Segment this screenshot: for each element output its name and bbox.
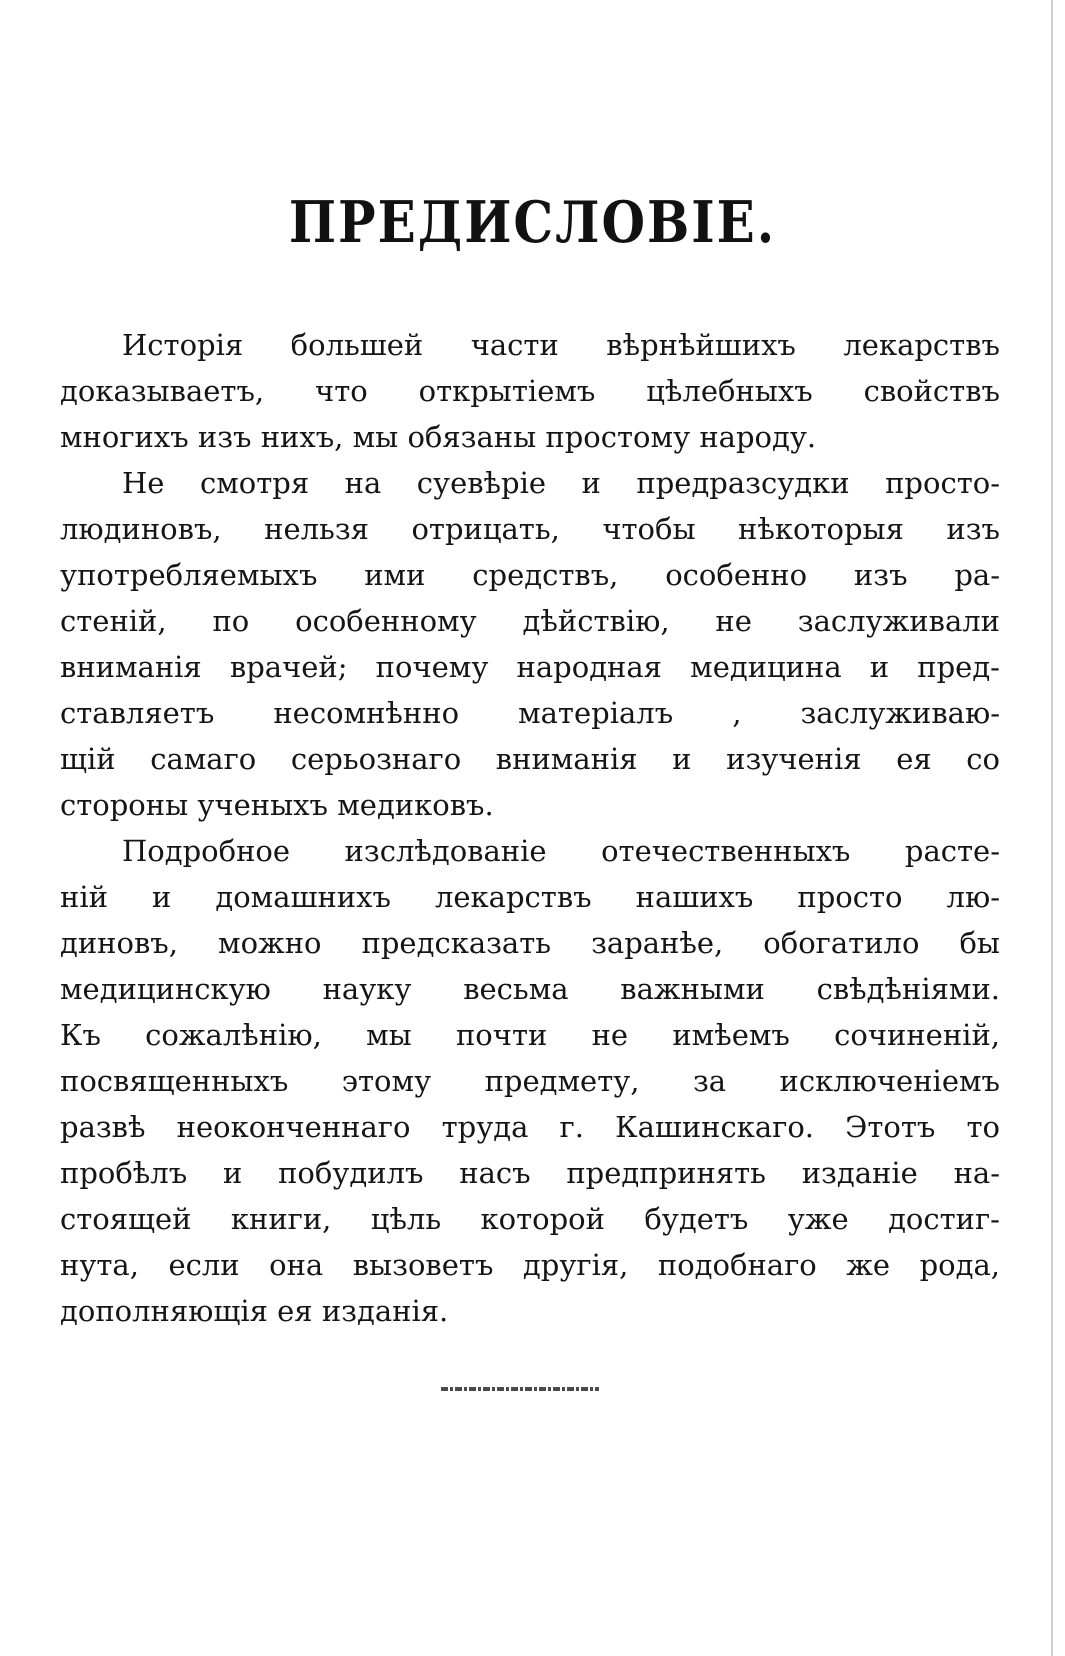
text-line: стоящей книги, цѣль которой будетъ уже достиг- bbox=[60, 1202, 1000, 1236]
page-title: ПРЕДИСЛОВІЕ. bbox=[288, 188, 777, 256]
text-line: дополняющія ея изданія. bbox=[60, 1294, 449, 1328]
text-line: доказываетъ, что открытіемъ цѣлебныхъ свойствъ bbox=[60, 374, 1000, 408]
text-line: Исторія большей части вѣрнѣйшихъ лекарствъ bbox=[122, 328, 1000, 362]
text-line: развѣ неоконченнаго труда г. Кашинскаго. Этотъ то bbox=[60, 1110, 1000, 1144]
text-line: ній и домашнихъ лекарствъ нашихъ просто лю- bbox=[60, 880, 1000, 914]
text-line: ставляетъ несомнѣнно матеріалъ , заслуживаю- bbox=[60, 696, 1000, 730]
text-line: посвященныхъ этому предмету, за исключеніемъ bbox=[60, 1064, 1000, 1098]
text-line: многихъ изъ нихъ, мы обязаны простому народу. bbox=[60, 420, 817, 454]
decorative-rule bbox=[441, 1387, 599, 1391]
text-line: Къ сожалѣнію, мы почти не имѣемъ сочиненій, bbox=[60, 1018, 1000, 1052]
text-line: стеній, по особенному дѣйствію, не заслуживали bbox=[60, 604, 1000, 638]
preface-text bbox=[60, 322, 1000, 1334]
text-line: медицинскую науку весьма важными свѣдѣніями. bbox=[60, 972, 1000, 1006]
text-line: стороны ученыхъ медиковъ. bbox=[60, 788, 494, 822]
text-line: Не смотря на суевѣріе и предразсудки просто- bbox=[122, 466, 1000, 500]
text-line: нута, если она вызоветъ другія, подобнаго же рода, bbox=[60, 1248, 1000, 1282]
text-line: щій самаго серьознаго вниманія и изученія ея со bbox=[60, 742, 1000, 776]
text-line: диновъ, можно предсказать заранѣе, обогатило бы bbox=[60, 926, 1000, 960]
text-line: людиновъ, нельзя отрицать, чтобы нѣкоторыя изъ bbox=[60, 512, 1000, 546]
text-line: Подробное изслѣдованіе отечественныхъ расте- bbox=[122, 834, 1000, 868]
text-line: употребляемыхъ ими средствъ, особенно изъ ра- bbox=[60, 558, 1000, 592]
text-line: пробѣлъ и побудилъ насъ предпринять изданіе на- bbox=[60, 1156, 1000, 1190]
text-line: вниманія врачей; почему народная медицина и пред- bbox=[60, 650, 1000, 684]
